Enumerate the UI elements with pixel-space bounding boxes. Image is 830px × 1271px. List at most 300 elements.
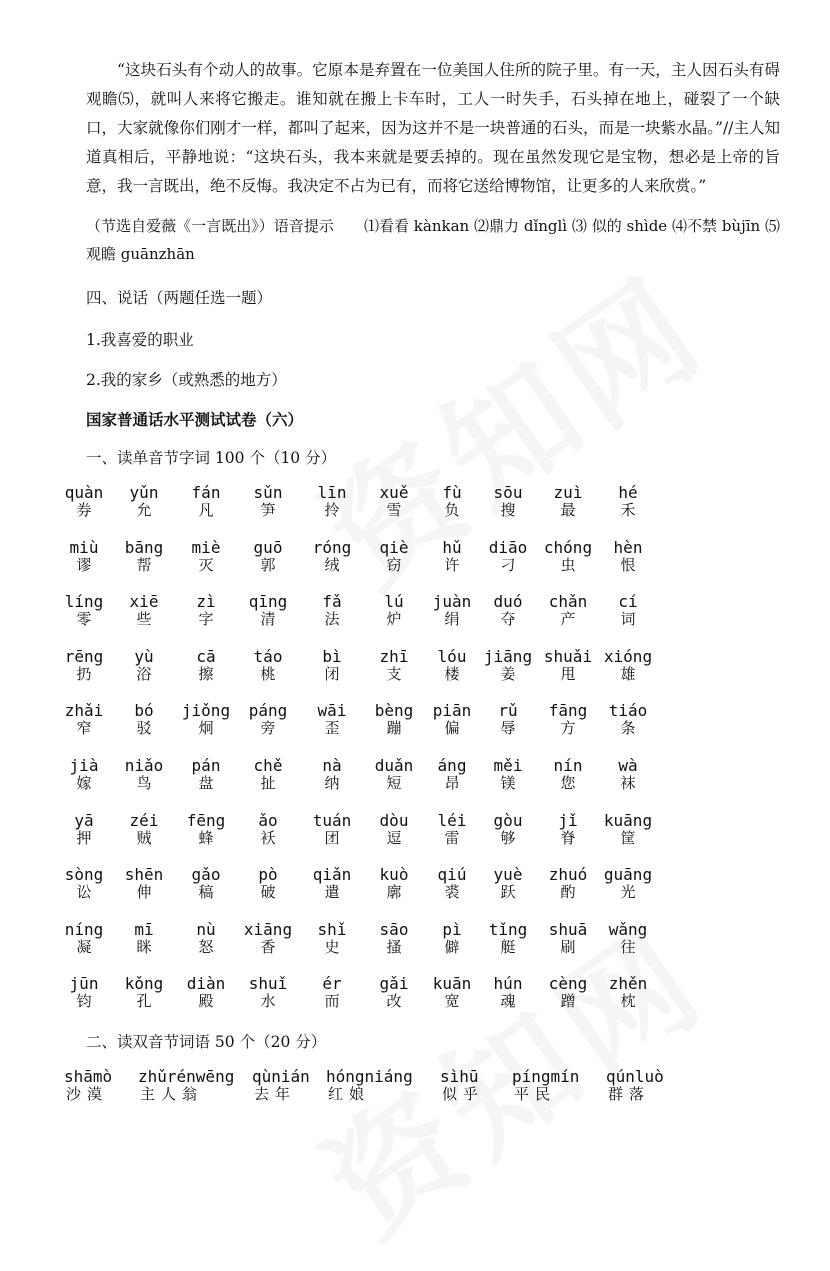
reading-passage (86, 56, 780, 201)
hanzi: 跃 (500, 883, 516, 902)
pinyin: zhěn (608, 974, 648, 994)
hanzi: 嫁 (76, 774, 92, 792)
hanzi: 允 (136, 501, 152, 519)
hanzi: 谬 (76, 555, 92, 574)
hanzi: 偏 (444, 719, 460, 738)
syllable-item (302, 539, 362, 574)
pinyin: zhǔrénwēng (138, 1067, 235, 1086)
syllable-row (62, 484, 762, 528)
syllable-item (114, 757, 174, 792)
pinyin: hǔ (442, 537, 462, 557)
syllable-item (238, 539, 298, 574)
hanzi: 孔 (136, 992, 152, 1011)
syllable-row (62, 539, 762, 583)
syllable-row (62, 593, 762, 637)
hanzi: 凝 (76, 937, 92, 956)
hanzi: 蹭 (560, 992, 576, 1011)
hanzi: 支 (386, 664, 402, 683)
hanzi: 刷 (560, 937, 576, 956)
pinyin: cā (196, 646, 216, 666)
hanzi: 搔 (386, 937, 402, 956)
pinyin: qùnián (252, 1067, 310, 1086)
hanzi: 窃 (386, 555, 402, 574)
hanzi: 凡 (198, 501, 214, 519)
hanzi: 旁 (260, 719, 276, 738)
syllable-item (302, 484, 362, 519)
speaking-topic-1: 1.我喜爱的职业 (86, 331, 194, 349)
hanzi: 怒 (198, 937, 214, 956)
speaking-topic-2: 2.我的家乡（或熟悉的地方） (86, 371, 287, 389)
syllable-item (238, 866, 298, 901)
syllable-item (598, 593, 658, 628)
pinyin: gòu (493, 810, 523, 830)
syllable-item (54, 866, 114, 901)
hanzi: 裘 (444, 883, 460, 902)
pinyin: pì (442, 919, 462, 939)
pinyin: lóu (437, 646, 467, 666)
hanzi: 雷 (444, 828, 460, 847)
hanzi: 您 (560, 774, 576, 792)
pinyin: bèng (374, 701, 414, 721)
hanzi: 些 (136, 610, 152, 629)
pinyin: léi (437, 810, 467, 830)
syllable-item (54, 975, 114, 1010)
pinyin: fǎ (322, 592, 342, 612)
hanzi: 遣 (324, 883, 340, 902)
hanzi: 鸟 (136, 774, 152, 792)
pinyin: jūn (69, 974, 99, 994)
syllable-item (538, 975, 598, 1010)
syllable-item (114, 866, 174, 901)
syllable-row (62, 866, 762, 910)
pinyin: shuǐ (248, 974, 288, 994)
pinyin: píngmín (512, 1067, 580, 1086)
hanzi: 楼 (444, 664, 460, 683)
hanzi: 扔 (76, 664, 92, 683)
pinyin: ǎo (258, 810, 278, 830)
pinyin: líng (64, 592, 104, 612)
syllable-item (238, 757, 298, 792)
pinyin: jiǒng (181, 701, 231, 721)
syllable-row (62, 975, 762, 1019)
pinyin: zhuó (548, 865, 588, 885)
syllable-item (302, 593, 362, 628)
hanzi: 魂 (500, 992, 516, 1011)
hanzi: 法 (324, 610, 340, 629)
pinyin: shēn (124, 865, 164, 885)
syllable-item (364, 921, 424, 956)
hanzi: 袜 (620, 774, 636, 792)
hanzi: 昂 (444, 774, 460, 792)
hanzi: 郭 (260, 555, 276, 574)
pinyin: chǎn (548, 592, 588, 612)
syllable-item (538, 484, 598, 519)
pinyin: zhǎi (64, 701, 104, 721)
pinyin: fāng (548, 701, 588, 721)
pinyin: niǎo (124, 756, 164, 775)
pinyin: xiāng (243, 919, 293, 939)
hanzi: 擦 (198, 664, 214, 683)
pinyin: yù (134, 646, 154, 666)
hanzi: 改 (386, 992, 402, 1011)
syllable-item (54, 593, 114, 628)
pinyin: fù (442, 483, 462, 502)
syllable-item (176, 812, 236, 847)
syllable-item (364, 484, 424, 519)
syllable-item (364, 539, 424, 574)
syllable-item (176, 975, 236, 1010)
hanzi: 炯 (198, 719, 214, 738)
syllable-item (114, 539, 174, 574)
syllable-item (538, 757, 598, 792)
pinyin: wāi (317, 701, 347, 721)
syllable-item (302, 866, 362, 901)
hanzi: 群落 (608, 1085, 651, 1103)
pinyin: yuè (493, 865, 523, 885)
syllable-item (478, 921, 538, 956)
syllable-item (538, 921, 598, 956)
hanzi: 脊 (560, 828, 576, 847)
pinyin: fēng (186, 810, 226, 830)
pinyin: bó (134, 701, 154, 721)
hanzi: 平民 (514, 1085, 557, 1103)
hanzi: 桃 (260, 664, 276, 683)
pinyin: duó (493, 592, 523, 612)
syllable-item (176, 866, 236, 901)
syllable-item (538, 866, 598, 901)
syllable-item (478, 812, 538, 847)
syllable-item (478, 757, 538, 792)
pinyin: hèn (613, 537, 643, 557)
double-syllable-row (62, 1068, 782, 1112)
hanzi: 够 (500, 828, 516, 847)
pinyin: jiāng (483, 646, 533, 666)
hanzi: 刁 (500, 555, 516, 574)
pinyin: kuò (379, 865, 409, 885)
syllable-item (114, 975, 174, 1010)
syllable-item (114, 648, 174, 683)
syllable-item (176, 539, 236, 574)
syllable-row (62, 648, 762, 692)
hanzi: 主人翁 (140, 1085, 204, 1103)
pinyin: lú (384, 592, 404, 612)
pinyin: sōu (493, 483, 523, 502)
pinyin: tiáo (608, 701, 648, 721)
syllable-item (598, 975, 658, 1010)
hanzi: 眯 (136, 937, 152, 956)
syllable-item (478, 702, 538, 737)
word-item (440, 1068, 484, 1103)
syllable-item (422, 593, 482, 628)
pinyin: nù (196, 919, 216, 939)
hanzi: 破 (260, 883, 276, 902)
pinyin: páng (248, 701, 288, 721)
pinyin: cèng (548, 974, 588, 994)
syllable-row (62, 921, 762, 965)
hanzi: 窄 (76, 719, 92, 738)
hanzi: 短 (386, 774, 402, 792)
syllable-item (598, 921, 658, 956)
syllable-item (598, 648, 658, 683)
syllable-item (478, 866, 538, 901)
syllable-item (54, 702, 114, 737)
hanzi: 枕 (620, 992, 636, 1011)
pinyin: shuǎi (543, 646, 593, 666)
hanzi: 盘 (198, 774, 214, 792)
hanzi: 香 (260, 937, 276, 956)
hanzi: 清 (260, 610, 276, 629)
syllable-item (422, 539, 482, 574)
syllable-item (54, 484, 114, 519)
syllable-item (422, 921, 482, 956)
hanzi: 蹦 (386, 719, 402, 738)
word-item (326, 1068, 413, 1103)
hanzi: 押 (76, 828, 92, 847)
pinyin: xuě (379, 483, 409, 502)
syllable-item (538, 702, 598, 737)
pinyin: kuāng (603, 810, 653, 830)
syllable-item (54, 921, 114, 956)
hanzi: 团 (324, 828, 340, 847)
pinyin: wǎng (608, 919, 648, 939)
syllable-item (302, 975, 362, 1010)
pinyin: róng (312, 537, 352, 557)
hanzi: 禾 (620, 501, 636, 519)
syllable-item (302, 921, 362, 956)
syllable-item (114, 484, 174, 519)
syllable-item (478, 975, 538, 1010)
pinyin: tuán (312, 810, 352, 830)
hanzi: 扯 (260, 774, 276, 792)
hanzi: 条 (620, 719, 636, 738)
part2-heading: 二、读双音节词语 50 个（20 分） (86, 1033, 327, 1051)
hanzi: 券 (76, 501, 92, 519)
pinyin: juàn (432, 592, 472, 612)
pinyin: fán (191, 483, 221, 502)
syllable-item (54, 648, 114, 683)
passage-paragraph: “这块石头有个动人的故事。它原本是弃置在一位美国人住所的院子里。有一天，主人因石头有碍观瞻⑸，就叫人来将它搬走。谁知就在搬上卡车时，工人一时失手，石头掉在地上，碰裂了一个缺口，大家就像你们刚才一样，都叫了起来，因为这并不是一块普通的石头，而是一块紫水晶。”//主人知道真相后，平静地说：“这块石头，我本来就是要丢掉的。现在虽然发现它是宝物，想必是上帝的旨意，我一言既出，绝不反悔。我决定不占为已有，而将它送给博物馆，让更多的人来欣赏。” (86, 61, 780, 195)
syllable-row (62, 702, 762, 746)
syllable-item (238, 702, 298, 737)
pinyin: nà (322, 756, 342, 775)
pinyin: miù (69, 537, 99, 557)
syllable-item (422, 702, 482, 737)
syllable-item (598, 539, 658, 574)
syllable-item (422, 757, 482, 792)
pinyin: jǐ (558, 810, 578, 830)
syllable-item (238, 648, 298, 683)
syllable-item (422, 484, 482, 519)
syllable-item (598, 484, 658, 519)
pinyin: kuān (432, 974, 472, 994)
pinyin: hóngniáng (326, 1067, 413, 1086)
syllable-item (114, 812, 174, 847)
hanzi: 而 (324, 992, 340, 1011)
syllable-item (364, 593, 424, 628)
hanzi: 零 (76, 610, 92, 629)
syllable-item (364, 866, 424, 901)
syllable-item (114, 702, 174, 737)
pinyin: zéi (129, 810, 159, 830)
syllable-item (54, 812, 114, 847)
syllable-item (54, 757, 114, 792)
pinyin: jià (69, 756, 99, 775)
hanzi: 夺 (500, 610, 516, 629)
pinyin: qiè (379, 537, 409, 557)
pinyin: sìhū (440, 1067, 479, 1086)
hanzi: 贼 (136, 828, 152, 847)
word-item (252, 1068, 310, 1103)
hanzi: 镁 (500, 774, 516, 792)
syllable-item (478, 648, 538, 683)
hanzi: 雪 (386, 501, 402, 519)
pinyin: qīng (248, 592, 288, 612)
hanzi: 词 (620, 610, 636, 629)
hanzi: 去年 (254, 1085, 297, 1103)
pinyin: rēng (64, 646, 104, 666)
pinyin: guāng (603, 865, 653, 885)
syllable-item (422, 975, 482, 1010)
section4-heading: 四、说话（两题任选一题） (86, 289, 273, 307)
pinyin: miè (191, 537, 221, 557)
hanzi: 恨 (620, 555, 636, 574)
pinyin: qiú (437, 865, 467, 885)
pinyin: zì (196, 592, 216, 612)
syllable-item (302, 648, 362, 683)
pinyin: bì (322, 646, 342, 666)
syllable-item (114, 593, 174, 628)
hanzi: 史 (324, 937, 340, 956)
pinyin: cí (618, 592, 638, 612)
syllable-item (176, 702, 236, 737)
pinyin: kǒng (124, 974, 164, 994)
hanzi: 雄 (620, 664, 636, 683)
hanzi: 廓 (386, 883, 402, 902)
pinyin: sāo (379, 919, 409, 939)
syllable-item (364, 757, 424, 792)
syllable-item (364, 702, 424, 737)
pinyin: yǔn (129, 483, 159, 502)
syllable-item (176, 648, 236, 683)
hanzi: 稿 (198, 883, 214, 902)
pinyin: áng (437, 756, 467, 775)
syllable-item (176, 484, 236, 519)
pinyin: ér (322, 974, 342, 994)
pinyin: mī (134, 919, 154, 939)
syllable-item (54, 539, 114, 574)
pinyin: diàn (186, 974, 226, 994)
pinyin: měi (493, 756, 523, 775)
syllable-item (238, 921, 298, 956)
hanzi: 笋 (260, 501, 276, 519)
syllable-item (478, 484, 538, 519)
pinyin: piān (432, 701, 472, 721)
pinyin: shāmò (64, 1067, 113, 1086)
pinyin: yā (74, 810, 94, 830)
hanzi: 灭 (198, 555, 214, 574)
pinyin: shuā (548, 919, 588, 939)
hanzi: 搜 (500, 501, 516, 519)
hanzi: 蜂 (198, 828, 214, 847)
pinyin: gǎi (379, 974, 409, 994)
syllable-item (176, 593, 236, 628)
pinyin: duǎn (374, 756, 414, 775)
pinyin: līn (317, 483, 347, 502)
hanzi: 红娘 (328, 1085, 371, 1103)
syllable-item (598, 866, 658, 901)
hanzi: 产 (560, 610, 576, 629)
hanzi: 伸 (136, 883, 152, 902)
syllable-item (238, 593, 298, 628)
hanzi: 最 (560, 501, 576, 519)
pinyin: nín (553, 756, 583, 775)
pinyin: qiǎn (312, 865, 352, 885)
syllable-row (62, 812, 762, 856)
hanzi: 方 (560, 719, 576, 738)
hanzi: 光 (620, 883, 636, 902)
syllable-item (302, 702, 362, 737)
hanzi: 姜 (500, 664, 516, 683)
syllable-item (422, 866, 482, 901)
syllable-item (538, 539, 598, 574)
hanzi: 炉 (386, 610, 402, 629)
hanzi: 逗 (386, 828, 402, 847)
word-item (64, 1068, 112, 1103)
hanzi: 艇 (500, 937, 516, 956)
hanzi: 殿 (198, 992, 214, 1011)
hanzi: 似乎 (442, 1085, 485, 1103)
syllable-item (478, 539, 538, 574)
hanzi: 酌 (560, 883, 576, 902)
hanzi: 闭 (324, 664, 340, 683)
hanzi: 筐 (620, 828, 636, 847)
hanzi: 讼 (76, 883, 92, 902)
hanzi: 宽 (444, 992, 460, 1011)
syllable-item (422, 648, 482, 683)
pinyin: wà (618, 756, 638, 775)
pinyin: diāo (488, 537, 528, 557)
syllable-item (238, 484, 298, 519)
pinyin: xiē (129, 592, 159, 612)
hanzi: 水 (260, 992, 276, 1011)
part1-heading: 一、读单音节字词 100 个（10 分） (86, 449, 337, 467)
syllable-item (598, 812, 658, 847)
word-item (606, 1068, 664, 1103)
syllable-row (62, 757, 762, 801)
syllable-item (364, 812, 424, 847)
pinyin: quàn (64, 483, 104, 502)
hanzi: 浴 (136, 664, 152, 683)
pinyin: chě (253, 756, 283, 775)
word-item (138, 1068, 234, 1103)
pinyin: sòng (64, 865, 104, 885)
pinyin: hún (493, 974, 523, 994)
pinyin: zhī (379, 646, 409, 666)
syllable-item (238, 812, 298, 847)
pinyin: bāng (124, 537, 164, 557)
pinyin: hé (618, 483, 638, 502)
syllable-item (538, 812, 598, 847)
syllable-item (238, 975, 298, 1010)
passage-source-and-pronunciation-notes: （节选自爱薇《一言既出》）语音提示 ⑴看看 kànkan ⑵鼎力 dǐnglì ⑶ 似的 shìde ⑷不禁 bùjīn ⑸观瞻 guānzhān (86, 217, 780, 263)
hanzi: 甩 (560, 664, 576, 683)
hanzi: 辱 (500, 719, 516, 738)
hanzi: 驳 (136, 719, 152, 738)
syllable-item (364, 975, 424, 1010)
hanzi: 钧 (76, 992, 92, 1011)
word-item (512, 1068, 579, 1103)
pinyin: sǔn (253, 483, 283, 502)
